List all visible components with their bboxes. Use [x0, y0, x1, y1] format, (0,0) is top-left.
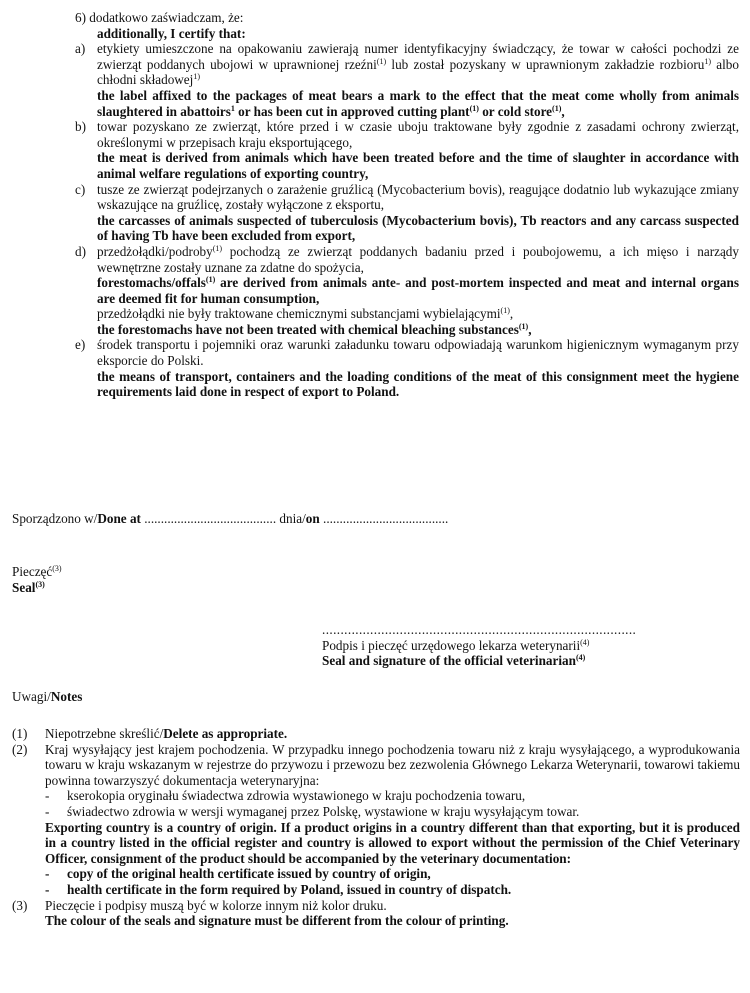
certification-section — [73, 10, 739, 400]
certify-item-a — [73, 41, 739, 119]
item-text-en: the means of transport, containers and the loading conditions of the meat of this consignment meet the hygiene requirements laid done in respect of export to Poland. — [97, 368, 739, 400]
item-text-en: the meat is derived from animals which have been treated before and the time of slaughter in accordance with animal welfare regulations of exporting country, — [97, 150, 739, 181]
certify-item-e — [73, 337, 739, 399]
seal-label-pl: Pieczęć$^{(3)}$ — [12, 564, 62, 579]
note-text-pl: Kraj wysyłający jest krajem pochodzenia. W przypadku innego pochodzenia towaru niż z kraju wysyłającego, a wyprodukowania towaru w kraju wskazanym w rejestrze do przywozu i przewozu bez zezwolenia Głównego Lekarza Weterynarii, towarowi takiemu powinna towarzyszyć dokumentacja weterynaryjna: — [45, 741, 740, 788]
item-text-pl: towar pozyskano ze zwierząt, które przed i w czasie uboju traktowane były zgodnie z zasadami ochrony zwierząt, określonymi w przepisach kraju eksportującego, — [97, 119, 739, 150]
item-letter: e) — [75, 337, 86, 353]
item-text-pl: tusze ze zwierząt podejrzanych o zarażenie gruźlicą (Mycobacterium bovis), reagujące dodatnio lub wykazujące zmiany wskazujące na gruźlicę, zostały wyłączone z eksportu, — [97, 181, 739, 213]
note-dash-item: - health certificate in the form required by Poland, issued in country of dispatch. — [45, 881, 512, 897]
note-dash-item: - copy of the original health certificate issued by country of origin, — [45, 866, 431, 882]
done-at-label-pl: Sporządzono w/ — [12, 511, 98, 526]
item-letter: a) — [75, 41, 86, 57]
signature-label-en: Seal and signature of the official veterinarian$^{(4)}$ — [322, 653, 586, 669]
certify-item-b — [73, 119, 739, 181]
note-number: (3) — [12, 897, 28, 913]
signature-field[interactable]: ..................................................................................... — [322, 622, 637, 637]
note-number: (1) — [12, 726, 28, 741]
note-dash-item: - kserokopia oryginału świadectwa zdrowia wystawionego w kraju pochodzenia towaru, — [45, 788, 526, 804]
item-text-pl: środek transportu i pojemniki oraz warunki załadunku towaru odpowiadają warunkom higienicznym wymaganym przy eksporcie do Polski. — [97, 337, 739, 369]
note-1 — [12, 726, 740, 742]
date-label-pl: dnia/ — [276, 511, 306, 526]
item-letter: b) — [75, 119, 86, 135]
note-number: (2) — [12, 741, 28, 757]
seal-label-en: Seal$^{(3)}$ — [12, 579, 45, 595]
certify-item-c — [73, 182, 739, 244]
seal-block — [12, 564, 62, 595]
certify-item-d — [73, 244, 739, 338]
done-at-line — [12, 511, 448, 527]
note-2 — [12, 742, 740, 898]
certify-heading-pl: 6) dodatkowo zaświadczam, że: — [75, 10, 244, 25]
note-dash-item: - świadectwo zdrowia w wersji wymaganej przez Polskę, wystawione w kraju wysyłającym towar. — [45, 803, 580, 819]
item-text-pl-2: przedżołądki nie były traktowane chemicznymi substancjami wybielającymi$^{(1)}$, — [97, 306, 514, 322]
item-letter: d) — [75, 243, 86, 259]
signature-label-pl: Podpis i pieczęć urzędowego lekarza weterynarii$^{(4)}$ — [322, 637, 590, 653]
date-field[interactable]: ...................................... — [319, 511, 449, 526]
notes-list — [12, 726, 740, 929]
item-text-pl: etykiety umieszczone na opakowaniu zawierają numer identyfikacyjny świadczący, że towar w całości pochodzi ze zwierząt poddanych ubojowi w uprawnionej rzeźni$^{(1)}$ lub został pozyskany w uprawnionym zakładzie rozbioru$^{1)}$ albo chłodni składowej$^{1)}$ — [97, 41, 739, 88]
item-letter: c) — [75, 181, 86, 197]
note-text: Niepotrzebne skreślić/Delete as appropriate. — [45, 726, 288, 741]
done-at-place-field[interactable]: ........................................ — [140, 511, 277, 526]
item-text-pl: przedżołądki/podroby$^{(1)}$ pochodzą ze zwierząt poddanych badaniu przed i poubojowemu, a ich mięso i narządy wewnętrzne zostały uznane za zdatne do spożycia, — [97, 243, 739, 275]
notes-title: Uwagi/Notes — [12, 689, 83, 704]
item-text-en: the label affixed to the packages of meat bears a mark to the effect that the meat come wholly from animals slaughtered in abattoirs$^1$ or has been cut in approved cutting plant$^{(1)}$ or cold store$^{(1)}$, — [97, 87, 739, 119]
note-text-en: Exporting country is a country of origin. If a product origins in a country different than that exporting, but it is produced in a country listed in the official register and country is allowed to export without the permission of the Chief Veterinary Officer, consignment of the product should be accompanied by the veterinary documentation: — [45, 819, 740, 866]
item-text-en: the carcasses of animals suspected of tuberculosis (Mycobacterium bovis), Tb reactors and any carcass suspected of having Tb have been excluded from export, — [97, 212, 739, 244]
item-text-en: forestomachs/offals$^{(1)}$ are derived from animals ante- and post-mortem inspected and meat and internal organs are deemed fit for human consumption, — [97, 275, 739, 306]
date-label-en: on — [305, 511, 320, 526]
done-at-label-en: Done at — [97, 511, 141, 526]
note-text-en: The colour of the seals and signature must be different from the colour of printing. — [45, 913, 509, 929]
item-text-en-2: the forestomachs have not been treated with chemical bleaching substances$^{(1)}$, — [97, 321, 532, 337]
note-3 — [12, 898, 740, 929]
note-text-pl: Pieczęcie i podpisy muszą być w kolorze innym niż kolor druku. — [45, 897, 387, 913]
certify-heading-en: additionally, I certify that: — [97, 25, 246, 41]
signature-block — [322, 622, 636, 669]
